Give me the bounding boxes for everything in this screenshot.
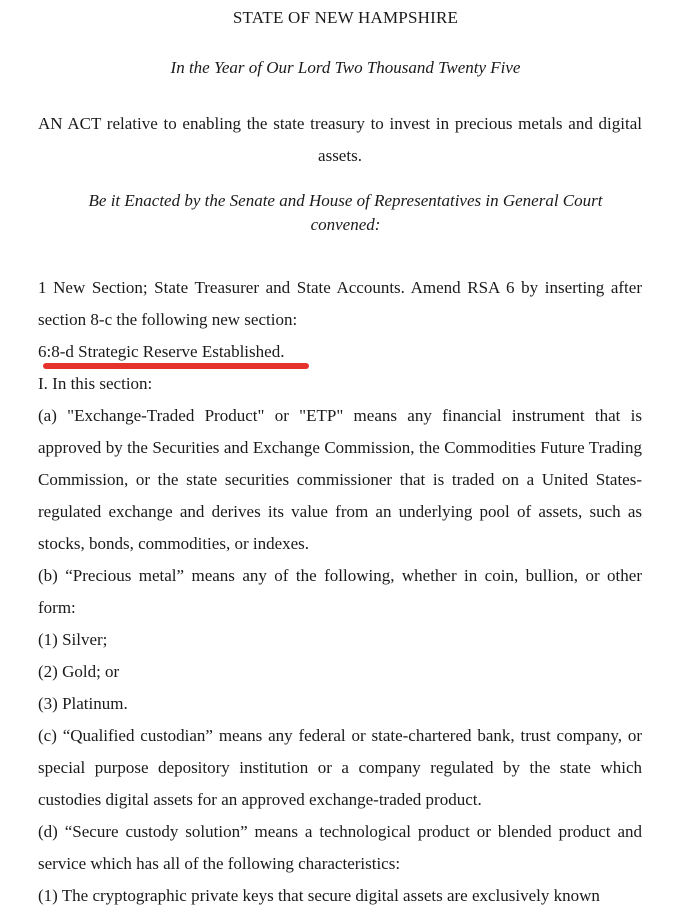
paragraph-a: (a) "Exchange-Traded Product" or "ETP" means any financial instrument that is approved by the Securities and Exchange Commission, the Commodities Future Trading Commission, or the state securities commissioner that is traded on a United States-regulated exchange and derives its value from an underlying pool of assets, such as stocks, bonds, commodities, or indexes.	[38, 406, 642, 553]
highlight-underline	[43, 363, 309, 369]
section-number: 6:8-d	[38, 342, 74, 361]
paragraph-I: I. In this section:	[38, 374, 153, 393]
state-title: STATE OF NEW HAMPSHIRE	[232, 8, 459, 27]
paragraph-d: (d) “Secure custody solution” means a technological product or blended product and service which has all of the following characteristics:	[38, 822, 642, 873]
paragraph-c: (c) “Qualified custodian” means any federal or state-chartered bank, trust company, or special purpose depository institution or a company regulated by the state which custodies digital assets for an approved exchange-traded product.	[38, 726, 642, 809]
paragraph-b: (b) “Precious metal” means any of the following, whether in coin, bullion, or other form:	[38, 566, 642, 617]
list-item: (2) Gold; or	[38, 662, 120, 681]
act-title: AN ACT relative to enabling the state treasury to invest in precious metals and digital assets.	[38, 114, 642, 165]
list-item: (1) The cryptographic private keys that secure digital assets are exclusively known	[38, 886, 600, 905]
list-item: (3) Platinum.	[38, 694, 128, 713]
section-heading: Strategic Reserve Established.	[78, 342, 285, 361]
year-line: In the Year of Our Lord Two Thousand Twenty Five	[170, 58, 521, 77]
list-item: (1) Silver;	[38, 630, 108, 649]
section-1-intro: 1 New Section; State Treasurer and State Accounts. Amend RSA 6 by inserting after section 8-c the following new section:	[38, 278, 642, 329]
enacting-clause: Be it Enacted by the Senate and House of Representatives in General Court convened:	[88, 191, 603, 234]
